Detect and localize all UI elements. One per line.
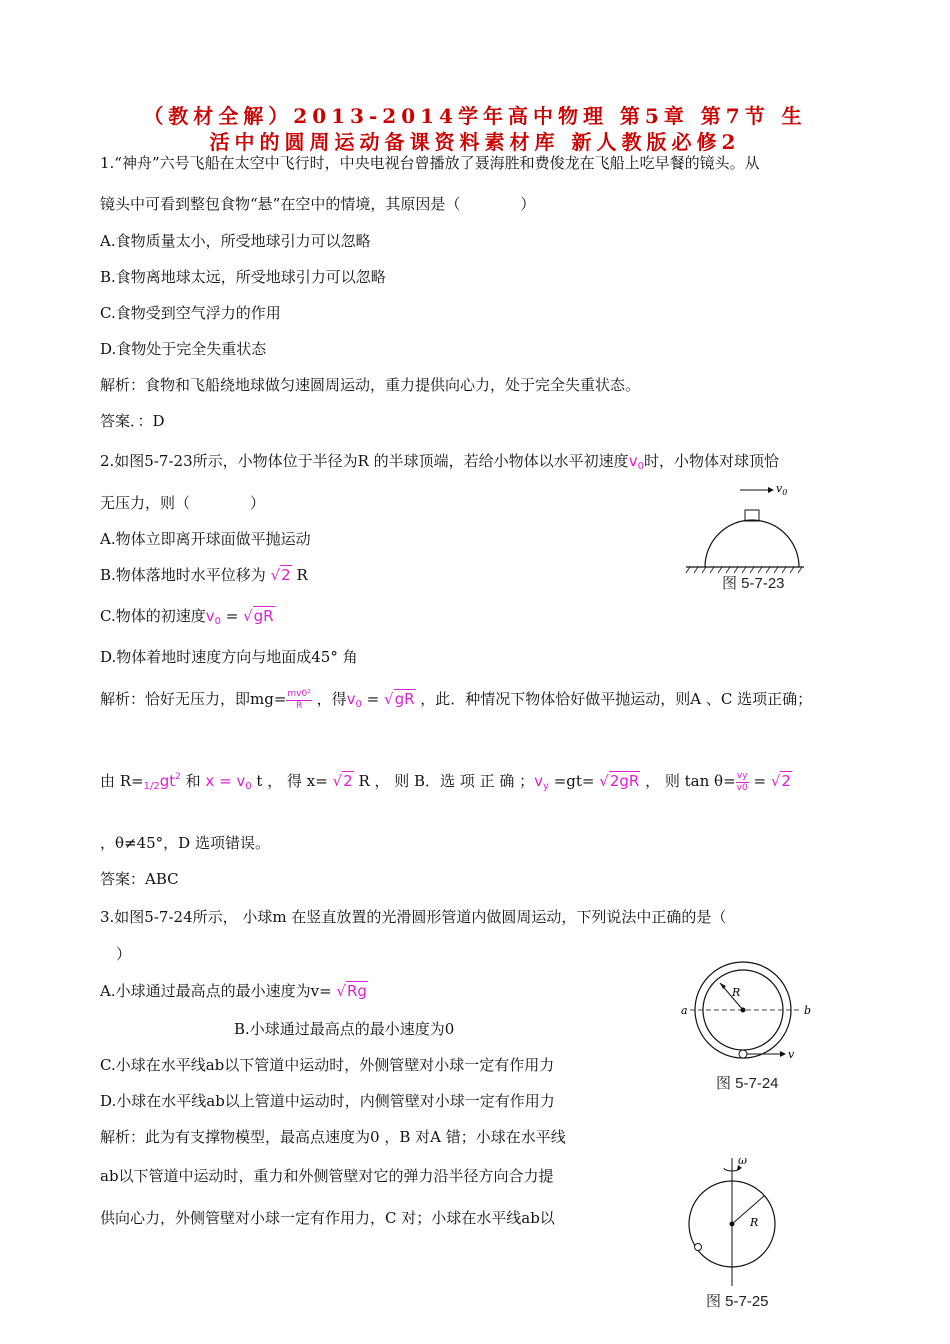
q2-analysis-line1: 解析：恰好无压力，即mg= $\frac{\text{mv0²}}{R}$ ，得$v_0 = √gR$ ，此．种情况下物体恰好做平抛运动，则A 、C 选项正确； [100, 688, 813, 711]
q1-option-c: C.食物受到空气浮力的作用 [100, 304, 281, 322]
velocity-label: v [788, 1048, 795, 1061]
radius-label: R [750, 1216, 759, 1229]
q2-stem-text-a: 2.如图5-7-23所示，小物体位于半径为R 的半球顶端，若给小物体以水平初速度 [100, 452, 629, 470]
q2-analysis-line3: ，θ≠45°，D 选项错误。 [100, 834, 270, 852]
q2-v0-symbol: $v_0$ [628, 452, 644, 472]
q3-analysis-line3: 供向心力，外侧管壁对小球一定有作用力，C 对；小球在水平线ab以 [100, 1209, 555, 1227]
radius-line [732, 1196, 764, 1224]
q2-option-c: C.物体的初速度$v_0 = √gR$ [100, 607, 274, 627]
q2-option-b: B.物体落地时水平位移为 √2 R [100, 566, 308, 584]
radius-label: R [732, 986, 741, 999]
fraction: $\frac{vy}{v0}$ [736, 770, 748, 793]
velocity-label: $v_0$ [776, 482, 788, 497]
sqrt-symbol: √gR [243, 607, 274, 625]
circular-tube-figure [676, 958, 816, 1070]
q1-answer: 答案．：D [100, 412, 165, 430]
sqrt-symbol: √2 [270, 566, 291, 584]
q2-option-d: D.物体着地时速度方向与地面成45° 角 [100, 648, 358, 666]
figure-caption-5-7-25: 图 5-7-25 [706, 1293, 769, 1310]
q2-analysis-line2: 由 $R=_{1/2}gt^2$ 和 $x = v_0$ t ， 得 x= √2 R ， 则 B．选 项 正 确 ；$v_y =gt= √2gR$ ， 则 tan θ= $\frac{vy}{v0}$ = √2 [100, 770, 791, 793]
hemisphere-arc [705, 520, 799, 567]
small-ball [739, 1050, 747, 1058]
point-b-label: b [804, 1004, 812, 1017]
sqrt-symbol: √gR [384, 690, 415, 708]
sqrt-symbol: √2gR [599, 772, 640, 790]
q1-analysis: 解析：食物和飞船绕地球做匀速圆周运动，重力提供向心力，处于完全失重状态。 [100, 376, 641, 394]
point-a-label: a [681, 1004, 688, 1017]
small-block [745, 510, 759, 521]
center-dot [741, 1008, 746, 1013]
fraction: $\frac{\text{mv0²}}{R}$ [287, 688, 311, 711]
velocity-arrowhead [780, 1051, 786, 1057]
q2-option-a: A.物体立即离开球面做平抛运动 [100, 530, 311, 548]
q3-analysis-line2: ab以下管道中运动时，重力和外侧管壁对它的弹力沿半径方向合力提 [100, 1167, 554, 1185]
q3-stem-line2: ） [116, 945, 132, 963]
q1-option-b: B.食物离地球太远，所受地球引力可以忽略 [100, 268, 386, 286]
sqrt-symbol: √Rg [336, 982, 367, 1000]
q1-stem-line1: 1.“神舟”六号飞船在太空中飞行时，中央电视台曾播放了聂海胜和费俊龙在飞船上吃早餐的镜头。从 [100, 154, 760, 172]
omega-label: ω [738, 1154, 747, 1167]
sqrt-symbol: √2 [332, 772, 353, 790]
q2-stem-line2: 无压力，则（ ） [100, 494, 266, 512]
q1-option-a: A.食物质量太小，所受地球引力可以忽略 [100, 232, 371, 250]
radius-arrowhead [720, 983, 726, 989]
q3-option-d: D.小球在水平线ab以上管道中运动时，内侧管壁对小球一定有作用力 [100, 1092, 555, 1110]
q2-stem-line1 [100, 450, 779, 472]
q3-option-b: B.小球通过最高点的最小速度为0 [234, 1020, 455, 1038]
q3-stem-line1: 3.如图5-7-24所示， 小球m 在竖直放置的光滑圆形管道内做圆周运动，下列说法中正确的是（ [100, 908, 727, 926]
q1-option-d: D.食物处于完全失重状态 [100, 340, 267, 358]
page-title-line2: 活中的圆周运动备课资料素材库 新人教版必修2 [209, 130, 741, 154]
figure-caption-5-7-24: 图 5-7-24 [716, 1075, 779, 1092]
q3-analysis-line1: 解析：此为有支撑物模型，最高点速度为0 ，B 对A 错；小球在水平线 [100, 1128, 566, 1146]
hemisphere-figure [680, 478, 810, 578]
q3-option-c: C.小球在水平线ab以下管道中运动时，外侧管壁对小球一定有作用力 [100, 1056, 555, 1074]
q2-answer: 答案：ABC [100, 870, 179, 888]
small-bead [695, 1244, 702, 1251]
page-title-line1: （教材全解）2013-2014学年高中物理 第5章 第7节 生 [143, 104, 807, 128]
sqrt-symbol: √2 [770, 772, 791, 790]
velocity-arrowhead [768, 487, 774, 493]
rotating-ring-figure [680, 1154, 790, 1290]
figure-caption-5-7-23: 图 5-7-23 [722, 575, 785, 592]
q1-stem-line2: 镜头中可看到整包食物“悬”在空中的情境，其原因是（ ） [100, 195, 536, 213]
q3-option-a: A.小球通过最高点的最小速度为v= √Rg [100, 982, 367, 1000]
q2-stem-text-b: 时，小物体对球顶恰 [643, 452, 779, 470]
